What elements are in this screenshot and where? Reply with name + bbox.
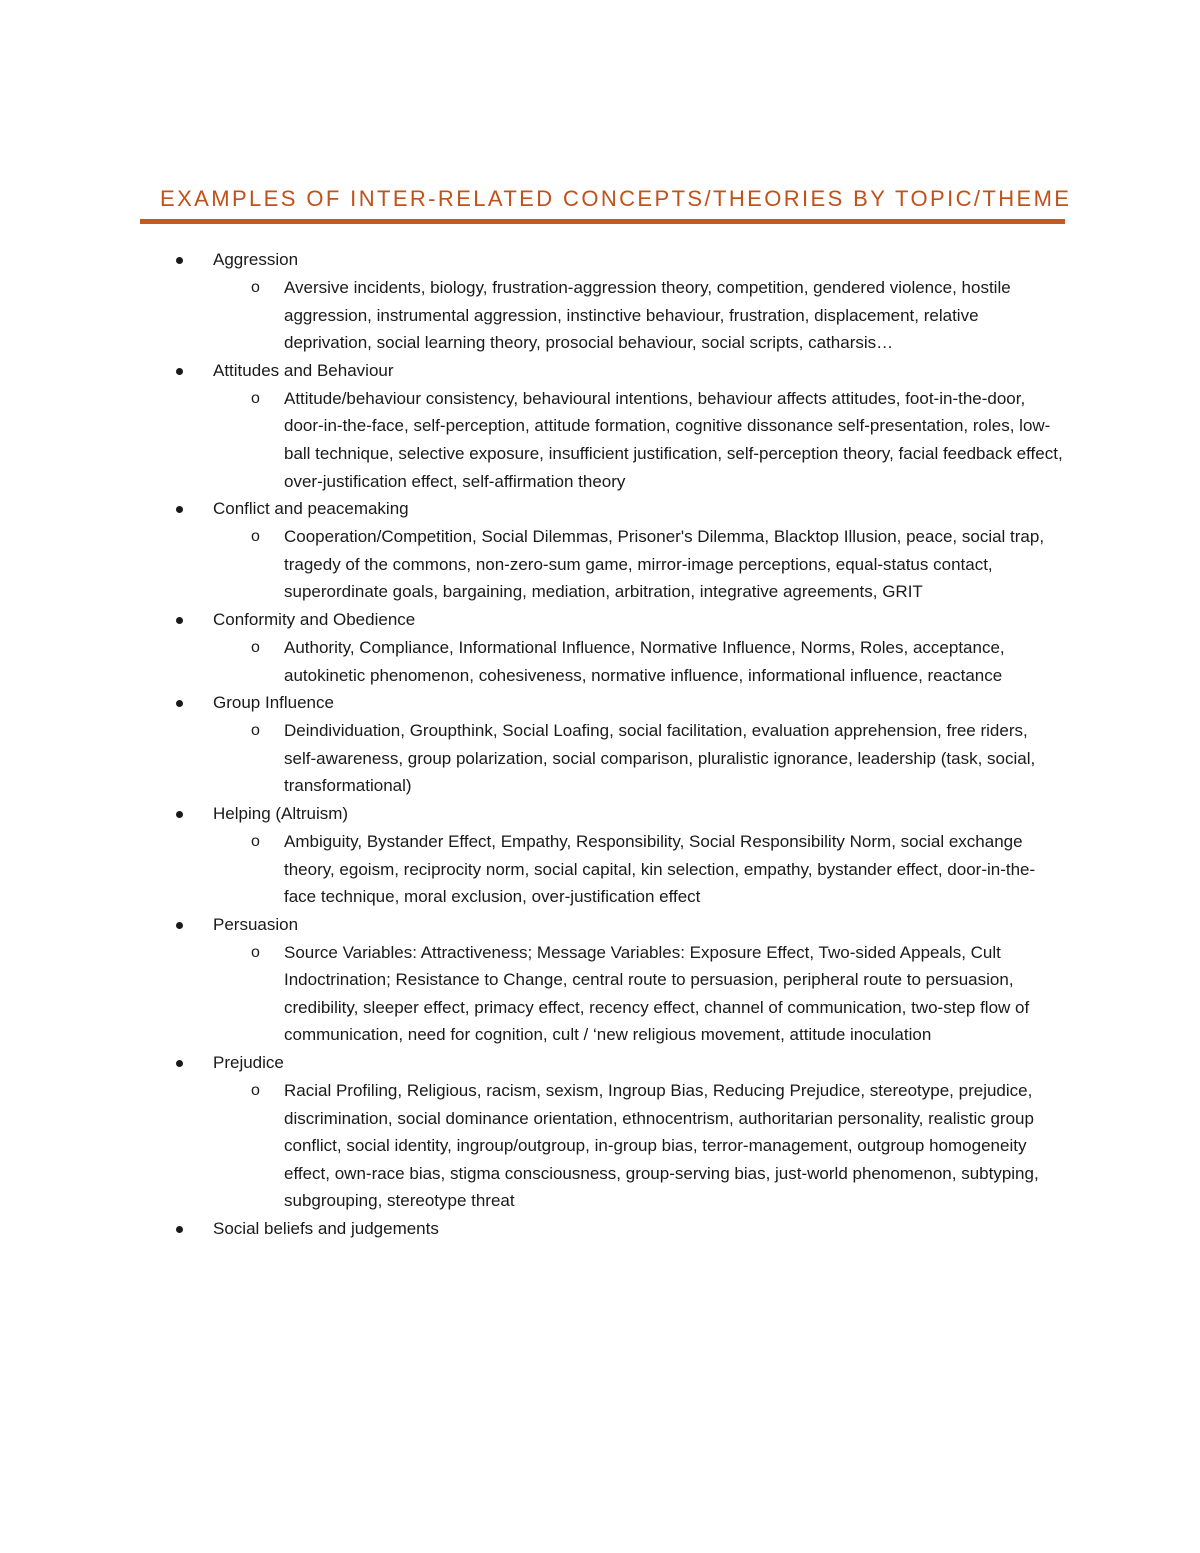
topic-label: Social beliefs and judgements [213,1219,439,1239]
sub-bullet-icon: o [251,943,260,961]
page-heading: EXAMPLES OF INTER-RELATED CONCEPTS/THEORIES BY TOPIC/THEME [160,186,1072,211]
sub-item [213,385,1064,495]
bullet-icon [176,922,183,929]
topic-label: Persuasion [213,914,299,934]
bullet-icon [176,617,183,624]
sub-list [213,717,1200,800]
topic-details: Ambiguity, Bystander Effect, Empathy, Responsibility, Social Responsibility Norm, social exchange theory, egoism, reciprocity norm, social capital, kin selection, empathy, bystander effect, door-in-the-face technique, moral exclusion, over-justification effect [284,831,1036,907]
sub-item [213,717,1064,800]
sub-bullet-icon: o [251,389,260,407]
topic-details: Source Variables: Attractiveness; Message Variables: Exposure Effect, Two-sided Appeals, Cult Indoctrination; Resistance to Change, central route to persuasion, peripheral route to persuasion, credibility, sleeper effect, primacy effect, recency effect, channel of communication, two-step flow of communication, need for cognition, cult / ‘new religious movement, attitude inoculation [284,942,1030,1045]
topic-details: Aversive incidents, biology, frustration-aggression theory, competition, gendered violence, hostile aggression, instrumental aggression, instinctive behaviour, frustration, displacement, relative deprivation, social learning theory, prosocial behaviour, social scripts, catharsis… [284,278,1011,353]
topic-details: Cooperation/Competition, Social Dilemmas, Prisoner's Dilemma, Blacktop Illusion, peace, social trap, tragedy of the commons, non-zero-sum game, mirror-image perceptions, equal-status contact, superordinate goals, bargaining, mediation, arbitration, integrative agreements, GRIT [284,527,1045,602]
topic-list [0,246,1200,1243]
topic-item [0,357,1200,495]
bullet-icon [176,1226,183,1233]
topic-label: Prejudice [213,1053,284,1073]
topic-item [0,606,1200,689]
sub-list [213,523,1200,606]
sub-bullet-icon: o [251,528,260,546]
topic-details: Deindividuation, Groupthink, Social Loafing, social facilitation, evaluation apprehension, free riders, self-awareness, group polarization, social comparison, pluralistic ignorance, leadership (task, social, transformational) [284,721,1036,796]
sub-bullet-icon: o [251,722,260,740]
topic-label: Helping (Altruism) [213,803,349,823]
sub-list [213,1077,1200,1215]
sub-list [213,385,1200,495]
topic-details: Attitude/behaviour consistency, behavioural intentions, behaviour affects attitudes, foot-in-the-door, door-in-the-face, self-perception, attitude formation, cognitive dissonance self-presentation, roles, low-ball technique, selective exposure, insufficient justification, self-perception theory, facial feedback effect, over-justification effect, self-affirmation theory [284,388,1063,491]
sub-item [213,828,1064,911]
sub-bullet-icon: o [251,279,260,296]
bullet-icon [176,368,183,375]
topic-item [0,689,1200,800]
sub-bullet-icon: o [251,1082,260,1100]
sub-bullet-icon: o [251,832,260,850]
topic-item [0,1049,1200,1215]
heading-rule [140,219,1065,224]
sub-list [213,939,1200,1049]
topic-details: Racial Profiling, Religious, racism, sexism, Ingroup Bias, Reducing Prejudice, stereotype, prejudice, discrimination, social dominance orientation, ethnocentrism, authoritarian personality, realistic group conflict, social identity, ingroup/outgroup, in-group bias, terror-management, outgroup homogeneity effect, own-race bias, stigma consciousness, group-serving bias, just-world phenomenon, subtyping, subgrouping, stereotype threat [284,1081,1039,1211]
sub-item [213,634,1064,689]
bullet-icon [176,506,183,513]
topic-item [0,911,1200,1049]
topic-details: Authority, Compliance, Informational Influence, Normative Influence, Norms, Roles, acceptance, autokinetic phenomenon, cohesiveness, normative influence, informational influence, reactance [284,637,1005,685]
topic-label: Conformity and Obedience [213,609,416,629]
bullet-icon [176,257,183,264]
sub-list [213,274,1200,357]
sub-item [213,1077,1064,1215]
sub-list [213,634,1200,689]
topic-label: Aggression [213,250,299,269]
topic-label: Conflict and peacemaking [213,499,409,519]
sub-bullet-icon: o [251,638,260,656]
topic-item [0,246,1200,357]
bullet-icon [176,700,183,707]
sub-item [213,274,1064,357]
topic-label: Group Influence [213,693,334,713]
bullet-icon [176,1060,183,1067]
sub-list [213,828,1200,911]
sub-item [213,523,1064,606]
topic-item [0,1215,1200,1243]
topic-item [0,495,1200,606]
bullet-icon [176,811,183,818]
topic-label: Attitudes and Behaviour [213,360,394,380]
sub-item [213,939,1064,1049]
topic-item [0,800,1200,911]
